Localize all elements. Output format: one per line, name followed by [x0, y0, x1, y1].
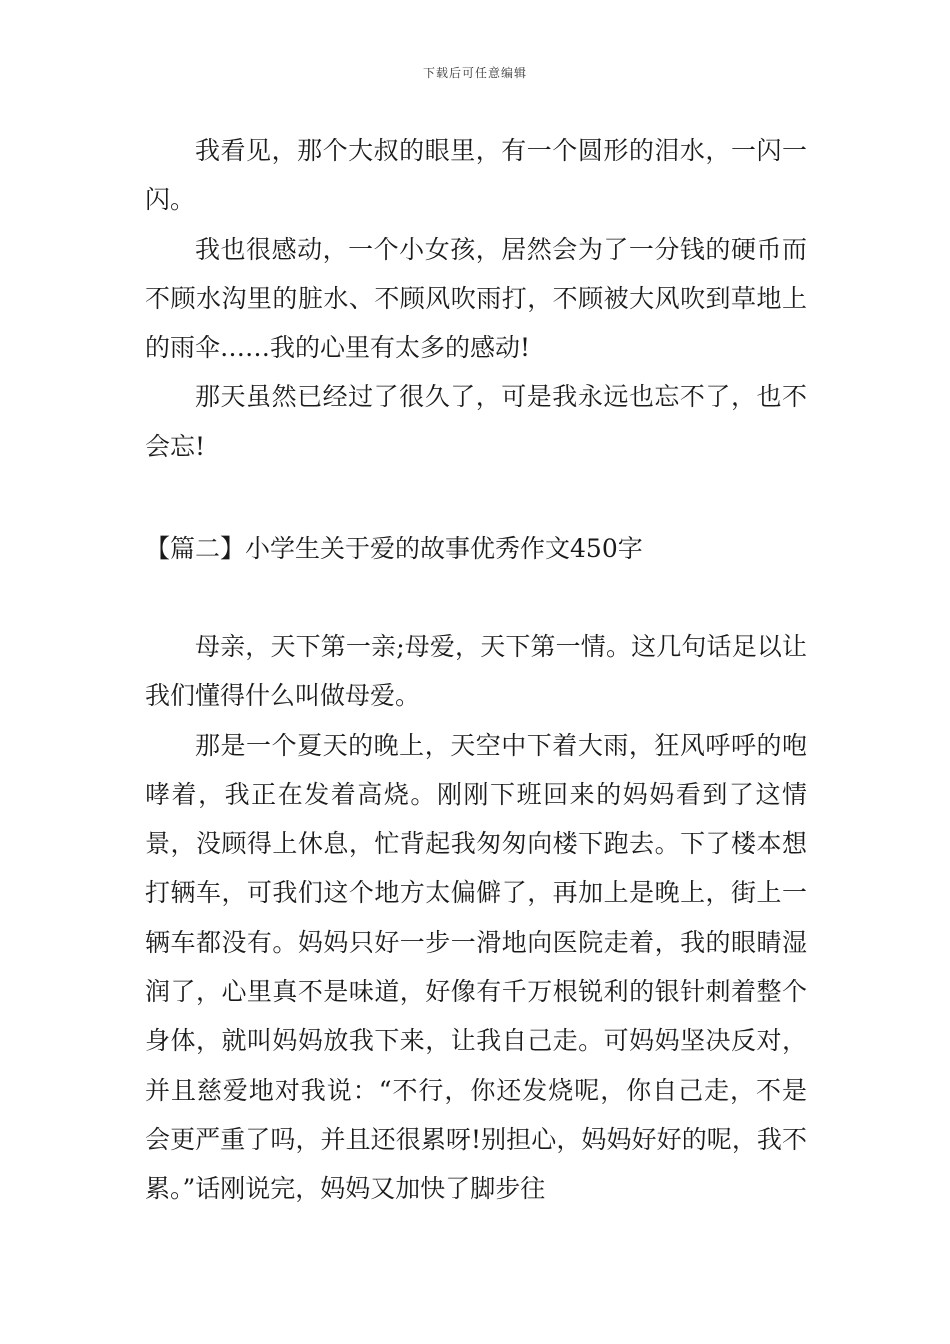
header-note: 下载后可任意编辑: [422, 66, 527, 80]
section2-heading: 【篇二】小学生关于爱的故事优秀作文450字: [145, 534, 643, 563]
section2-body: [145, 622, 807, 1214]
section2-paragraph-1: 母亲，天下第一亲;母爱，天下第一情。这几句话足以让我们懂得什么叫做母爱。: [145, 632, 807, 711]
section2-paragraph-2: 那是一个夏天的晚上，天空中下着大雨，狂风呼呼的咆哮着，我正在发着高烧。刚刚下班回来的妈妈看到了这情景，没顾得上休息，忙背起我匆匆向楼下跑去。下了楼本想打辆车，可我们这个地方太偏僻了，再加上是晚上，街上一辆车都没有。妈妈只好一步一滑地向医院走着，我的眼睛湿润了，心里真不是味道，好像有千万根锐利的银针刺着整个身体，就叫妈妈放我下来，让我自己走。可妈妈坚决反对，并且慈爱地对我说：“不行，你还发烧呢，你自己走，不是会更严重了吗，并且还很累呀!别担心，妈妈好好的呢，我不累。”话刚说完，妈妈又加快了脚步往: [145, 730, 807, 1204]
story1-paragraph-3: 那天虽然已经过了很久了，可是我永远也忘不了，也不会忘!: [145, 382, 807, 461]
story1-body: [145, 126, 807, 471]
story1-paragraph-2: 我也很感动，一个小女孩，居然会为了一分钱的硬币而不顾水沟里的脏水、不顾风吹雨打，不顾被大风吹到草地上的雨伞……我的心里有太多的感动!: [145, 234, 807, 363]
story1-paragraph-1: 我看见，那个大叔的眼里，有一个圆形的泪水，一闪一闪。: [145, 136, 807, 215]
